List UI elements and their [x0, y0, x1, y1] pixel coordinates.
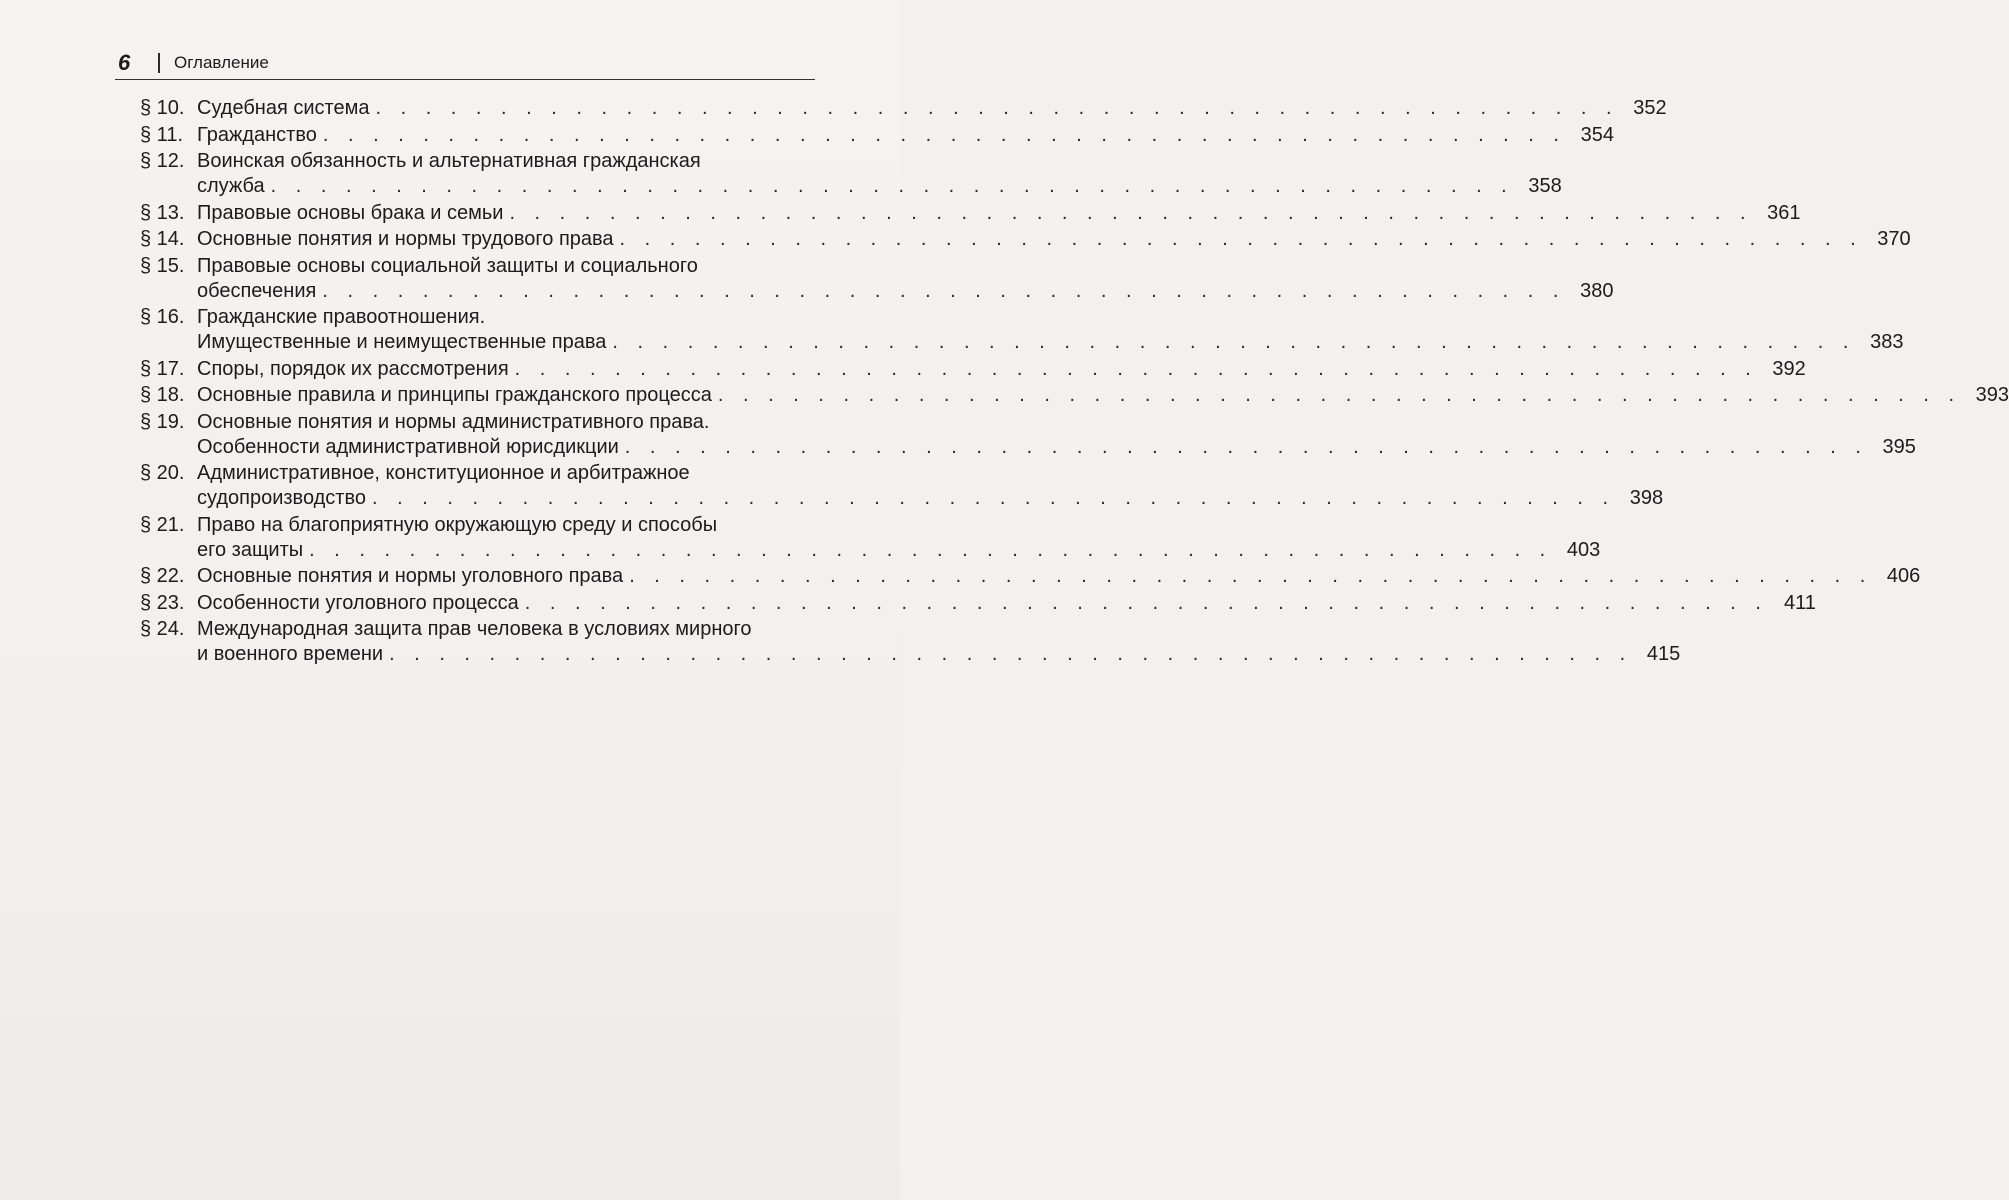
toc-entry-number: § 17. — [140, 357, 185, 380]
toc-entry-title: Правовые основы социальной защиты и социального — [197, 254, 698, 277]
toc-entry-number: § 22. — [140, 565, 185, 587]
toc-entry-number: § 23. — [140, 591, 185, 614]
toc-entry-body — [197, 383, 2009, 408]
toc-entry-number: § 14. — [140, 228, 185, 250]
toc-entry-line — [197, 513, 1600, 538]
toc-entry — [140, 201, 1801, 226]
toc-entry-line — [197, 461, 1663, 486]
toc-entry-number: § 21. — [140, 513, 185, 536]
page-header — [118, 50, 269, 76]
toc-entry-title: и военного времени — [197, 643, 384, 665]
toc-entry-page: 392 — [1772, 357, 1806, 380]
toc-entry-number: § 15. — [140, 254, 185, 277]
toc-entry-body — [197, 96, 1667, 121]
running-title: Оглавление — [174, 53, 269, 72]
toc-entry-title: Гражданство — [197, 123, 317, 146]
toc-entry-title: обеспечения — [197, 279, 317, 302]
toc-entry-body — [197, 617, 1680, 667]
toc-entry-title: его защиты — [197, 538, 304, 561]
toc-entry-page: 380 — [1580, 279, 1614, 302]
toc-entry — [140, 461, 1664, 511]
toc-entry-title: Воинская обязанность и альтернативная гражданская — [197, 150, 701, 172]
dot-leader: . . . . . . . . . . . . . . . . . . . . . . . . . . . . . . . . . . . . . . . . . . . . . . . . . . — [270, 175, 1514, 197]
toc-entry-line — [197, 330, 1903, 355]
toc-entry-body — [197, 123, 1614, 148]
toc-entry-body — [197, 461, 1663, 511]
toc-entry-title: Гражданские правоотношения. — [197, 306, 486, 328]
header-rule — [115, 79, 815, 80]
toc-entry-title: служба — [197, 175, 265, 197]
toc-entry-line — [197, 174, 1562, 199]
toc-entry-page: 395 — [1882, 435, 1916, 458]
toc-entry — [140, 227, 1911, 252]
toc-entry-page: 411 — [1784, 591, 1816, 614]
toc-entry-number: § 20. — [140, 462, 185, 484]
toc-entry-body — [197, 149, 1562, 199]
toc-entry-title: Судебная система — [197, 97, 370, 119]
dot-leader: . . . . . . . . . . . . . . . . . . . . . . . . . . . . . . . . . . . . . . . . . . . . . . . . . . — [309, 538, 1553, 561]
toc-entry-page: 415 — [1646, 643, 1681, 665]
dot-leader: . . . . . . . . . . . . . . . . . . . . . . . . . . . . . . . . . . . . . . . . . . . . . . . . . . — [524, 591, 1768, 614]
toc-entry-title: Основные правила и принципы гражданского процесса — [197, 384, 712, 406]
toc-entry-line — [197, 227, 1911, 252]
toc-entry — [140, 591, 1816, 616]
table-of-contents — [140, 96, 2009, 669]
toc-entry-title: Споры, порядок их рассмотрения — [197, 357, 509, 380]
toc-entry-number: § 24. — [140, 618, 185, 640]
toc-entry-title: Правовые основы брака и семьи — [197, 201, 504, 224]
dot-leader: . . . . . . . . . . . . . . . . . . . . . . . . . . . . . . . . . . . . . . . . . . . . . . . . . . — [322, 123, 1566, 146]
toc-entry-title: Право на благоприятную окружающую среду и способы — [197, 513, 718, 536]
toc-entry-title: Основные понятия и нормы уголовного права — [197, 565, 624, 587]
toc-entry-title: Особенности административной юрисдикции — [197, 435, 619, 458]
toc-entry-title: Международная защита прав человека в условиях мирного — [197, 618, 752, 640]
toc-entry-page: 398 — [1629, 487, 1664, 509]
toc-entry-number: § 12. — [140, 150, 185, 172]
toc-entry-title: Особенности уголовного процесса — [197, 591, 519, 614]
dot-leader: . . . . . . . . . . . . . . . . . . . . . . . . . . . . . . . . . . . . . . . . . . . . . . . . . . — [619, 228, 1863, 250]
toc-entry-number: § 16. — [140, 306, 185, 328]
dot-leader: . . . . . . . . . . . . . . . . . . . . . . . . . . . . . . . . . . . . . . . . . . . . . . . . . . — [612, 331, 1856, 353]
toc-entry-page: 358 — [1528, 175, 1562, 197]
toc-entry — [140, 357, 1806, 382]
toc-entry-line — [197, 435, 1916, 460]
toc-entry-line — [197, 617, 1680, 642]
toc-entry — [140, 96, 1667, 121]
toc-entry-page: 370 — [1877, 228, 1911, 250]
toc-entry-page: 361 — [1767, 201, 1801, 224]
toc-entry — [140, 410, 1916, 460]
toc-entry-body — [197, 591, 1816, 616]
toc-entry-body — [197, 564, 1920, 589]
toc-entry-number: § 11. — [140, 123, 183, 146]
toc-entry-line — [197, 591, 1816, 616]
toc-entry-line — [197, 254, 1613, 279]
header-divider — [158, 53, 160, 73]
toc-entry-line — [197, 96, 1667, 121]
toc-entry-line — [197, 123, 1614, 148]
toc-entry-line — [197, 410, 1916, 435]
toc-entry-number: § 19. — [140, 410, 185, 433]
toc-entry-page: 406 — [1886, 565, 1921, 587]
toc-entry-line — [197, 486, 1663, 511]
toc-entry-line — [197, 149, 1562, 174]
toc-entry-line — [197, 305, 1903, 330]
toc-entry-number: § 13. — [140, 201, 185, 224]
toc-entry-title: Административное, конституционное и арбитражное — [197, 462, 690, 484]
dot-leader: . . . . . . . . . . . . . . . . . . . . . . . . . . . . . . . . . . . . . . . . . . . . . . . . . . — [509, 201, 1753, 224]
toc-entry-line — [197, 383, 2009, 408]
toc-entry — [140, 383, 2009, 408]
toc-entry-page: 403 — [1566, 538, 1601, 561]
dot-leader: . . . . . . . . . . . . . . . . . . . . . . . . . . . . . . . . . . . . . . . . . . . . . . . . . . — [375, 97, 1619, 119]
toc-entry-body — [197, 227, 1911, 252]
toc-entry — [140, 149, 1562, 199]
toc-entry-page: 383 — [1870, 331, 1904, 353]
toc-entry-line — [197, 642, 1680, 667]
toc-entry-body — [197, 305, 1903, 355]
toc-entry — [140, 564, 1921, 589]
toc-entry-page: 352 — [1633, 97, 1667, 119]
dot-leader: . . . . . . . . . . . . . . . . . . . . . . . . . . . . . . . . . . . . . . . . . . . . . . . . . . — [389, 643, 1633, 665]
toc-entry — [140, 305, 1904, 355]
dot-leader: . . . . . . . . . . . . . . . . . . . . . . . . . . . . . . . . . . . . . . . . . . . . . . . . . . — [717, 384, 1962, 406]
toc-entry — [140, 123, 1614, 148]
toc-entry-body — [197, 410, 1916, 460]
dot-leader: . . . . . . . . . . . . . . . . . . . . . . . . . . . . . . . . . . . . . . . . . . . . . . . . . . — [629, 565, 1873, 587]
dot-leader: . . . . . . . . . . . . . . . . . . . . . . . . . . . . . . . . . . . . . . . . . . . . . . . . . . — [322, 279, 1566, 302]
toc-entry-line — [197, 201, 1801, 226]
toc-entry-page: 393 — [1975, 384, 2009, 406]
toc-entry-body — [197, 254, 1613, 304]
toc-entry-line — [197, 279, 1613, 304]
page-number: 6 — [118, 50, 131, 75]
toc-entry-number: § 10. — [140, 97, 185, 119]
dot-leader: . . . . . . . . . . . . . . . . . . . . . . . . . . . . . . . . . . . . . . . . . . . . . . . . . . — [624, 435, 1868, 458]
toc-entry — [140, 513, 1601, 563]
toc-entry-body — [197, 201, 1801, 226]
dot-leader: . . . . . . . . . . . . . . . . . . . . . . . . . . . . . . . . . . . . . . . . . . . . . . . . . . — [514, 357, 1758, 380]
toc-entry-line — [197, 538, 1600, 563]
toc-entry — [140, 254, 1614, 304]
toc-entry-body — [197, 513, 1600, 563]
toc-entry-line — [197, 564, 1920, 589]
toc-entry-body — [197, 357, 1806, 382]
toc-entry-title: Основные понятия и нормы административного права. — [197, 410, 710, 433]
toc-entry — [140, 617, 1681, 667]
toc-entry-number: § 18. — [140, 384, 185, 406]
toc-entry-title: Основные понятия и нормы трудового права — [197, 228, 614, 250]
toc-entry-title: Имущественные и неимущественные права — [197, 331, 607, 353]
dot-leader: . . . . . . . . . . . . . . . . . . . . . . . . . . . . . . . . . . . . . . . . . . . . . . . . . . — [371, 487, 1616, 509]
toc-entry-title: судопроизводство — [197, 487, 366, 509]
toc-entry-line — [197, 357, 1806, 382]
toc-entry-page: 354 — [1580, 123, 1614, 146]
